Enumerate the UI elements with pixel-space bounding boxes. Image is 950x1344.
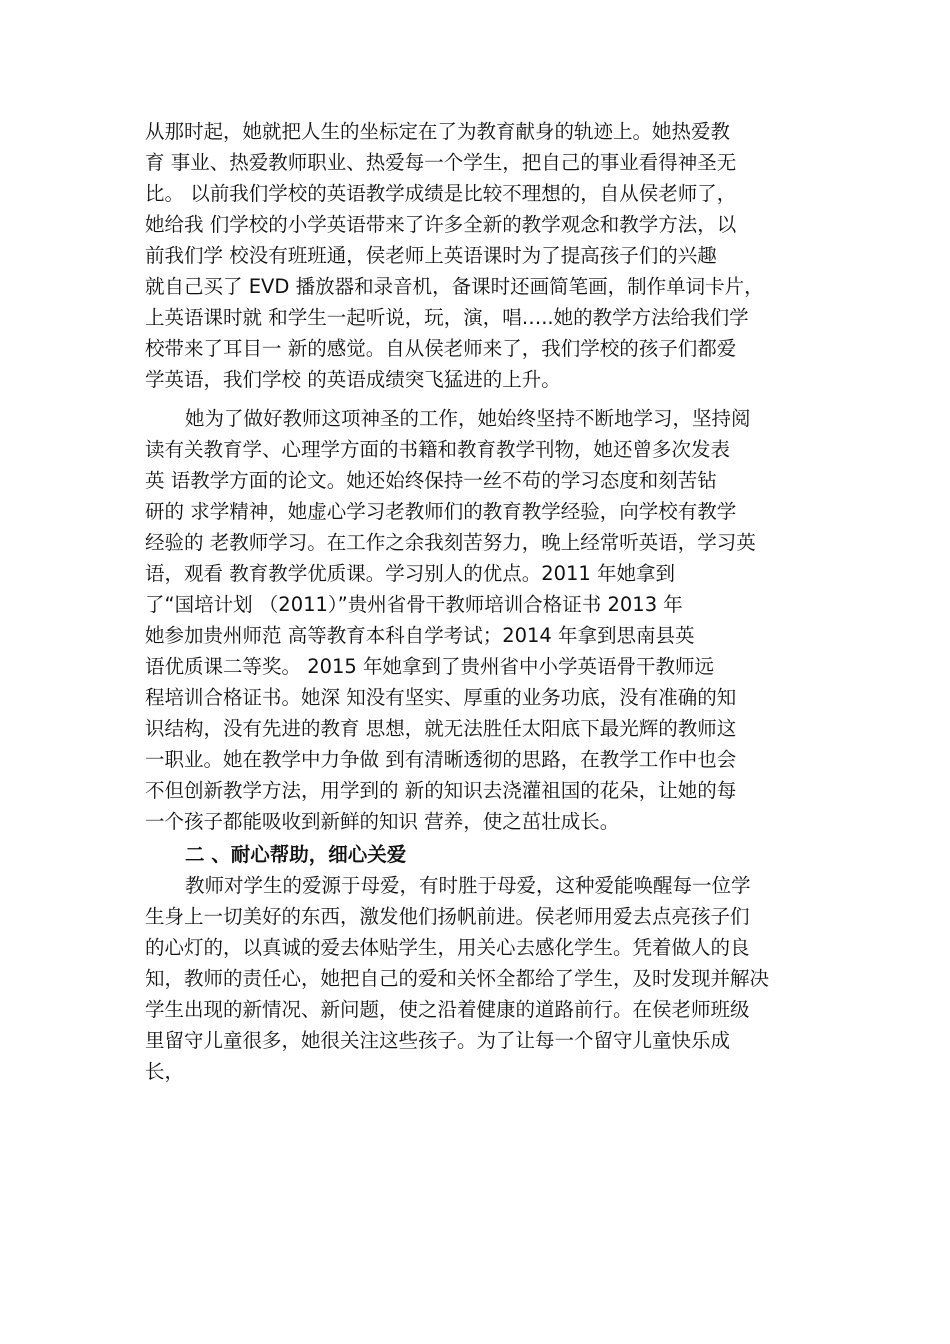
text-line: 长， — [145, 1060, 185, 1083]
text-line: 经验的 老教师学习。在工作之余我刻苦努力，晚上经常听英语，学习英 — [145, 531, 756, 554]
text-line: 就自己买了 EVD 播放器和录音机，备课时还画简笔画，制作单词卡片， — [145, 275, 764, 298]
text-line: 程培训合格证书。她深 知没有坚实、厚重的业务功底，没有准确的知 — [145, 686, 737, 709]
text-line: 里留守儿童很多，她很关注这些孩子。为了让每一个留守儿童快乐成 — [145, 1029, 731, 1052]
paragraph-3 — [145, 870, 810, 1087]
text-line: 学英语，我们学校 的英语成绩突飞猛进的上升。 — [145, 368, 561, 391]
text-line: 不但创新教学方法，用学到的 新的知识去浇灌祖国的花朵，让她的每 — [145, 779, 737, 802]
text-line: 一职业。她在教学中力争做 到有清晰透彻的思路，在教学工作中也会 — [145, 748, 737, 771]
text-line: 语优质课二等奖。 2015 年她拿到了贵州省中小学英语骨干教师远 — [145, 655, 715, 678]
text-line: 育 事业、热爱教师职业、热爱每一个学生，把自己的事业看得神圣无 — [145, 151, 737, 174]
text-line: 前我们学 校没有班班通，侯老师上英语课时为了提高孩子们的兴趣 — [145, 244, 717, 267]
section-heading: 二 、耐心帮助，细心关爱 — [185, 843, 407, 866]
text-line: 她为了做好教师这项神圣的工作，她始终坚持不断地学习，坚持阅 — [185, 407, 751, 430]
text-line: 知，教师的责任心，她把自己的爱和关怀全都给了学生，及时发现并解决 — [145, 967, 770, 990]
text-line: 从那时起，她就把人生的坐标定在了为教育献身的轨迹上。她热爱教 — [145, 120, 731, 143]
text-line: 识结构，没有先进的教育 思想，就无法胜任太阳底下最光辉的教师这 — [145, 717, 737, 740]
text-line: 她参加贵州师范 高等教育本科自学考试；2014 年拿到思南县英 — [145, 624, 695, 647]
text-line: 学生出现的新情况、新问题，使之沿着健康的道路前行。在侯老师班级 — [145, 998, 750, 1021]
text-line: 研的 求学精神，她虚心学习老教师们的教育教学经验，向学校有教学 — [145, 500, 737, 523]
text-line: 英 语教学方面的论文。她还始终保持一丝不苟的学习态度和刻苦钻 — [145, 469, 717, 492]
paragraph-1 — [145, 116, 810, 395]
paragraph-2 — [145, 403, 810, 837]
text-line: 的心灯的，以真诚的爱去体贴学生，用关心去感化学生。凭着做人的良 — [145, 936, 750, 959]
text-line: 一个孩子都能吸收到新鲜的知识 营养，使之茁壮成长。 — [145, 810, 620, 833]
text-line: 校带来了耳目一 新的感觉。自从侯老师来了，我们学校的孩子们都爱 — [145, 337, 737, 360]
document-body — [145, 116, 810, 1087]
text-line: 语，观看 教育教学优质课。学习别人的优点。2011 年她拿到 — [145, 562, 676, 585]
text-line: 比。 以前我们学校的英语教学成绩是比较不理想的，自从侯老师了， — [145, 182, 737, 205]
text-line: 读有关教育学、心理学方面的书籍和教育教学刊物，她还曾多次发表 — [145, 438, 731, 461]
text-line: 生身上一切美好的东西，激发他们扬帆前进。侯老师用爱去点亮孩子们 — [145, 905, 750, 928]
text-line: 她给我 们学校的小学英语带来了许多全新的教学观念和教学方法，以 — [145, 213, 737, 236]
text-line: 上英语课时就 和学生一起听说，玩，演，唱…..她的教学方法给我们学 — [145, 306, 749, 329]
text-line: 教师对学生的爱源于母爱，有时胜于母爱，这种爱能唤醒每一位学 — [185, 874, 751, 897]
text-line: 了“国培计划 （2011）”贵州省骨干教师培训合格证书 2013 年 — [145, 593, 683, 616]
